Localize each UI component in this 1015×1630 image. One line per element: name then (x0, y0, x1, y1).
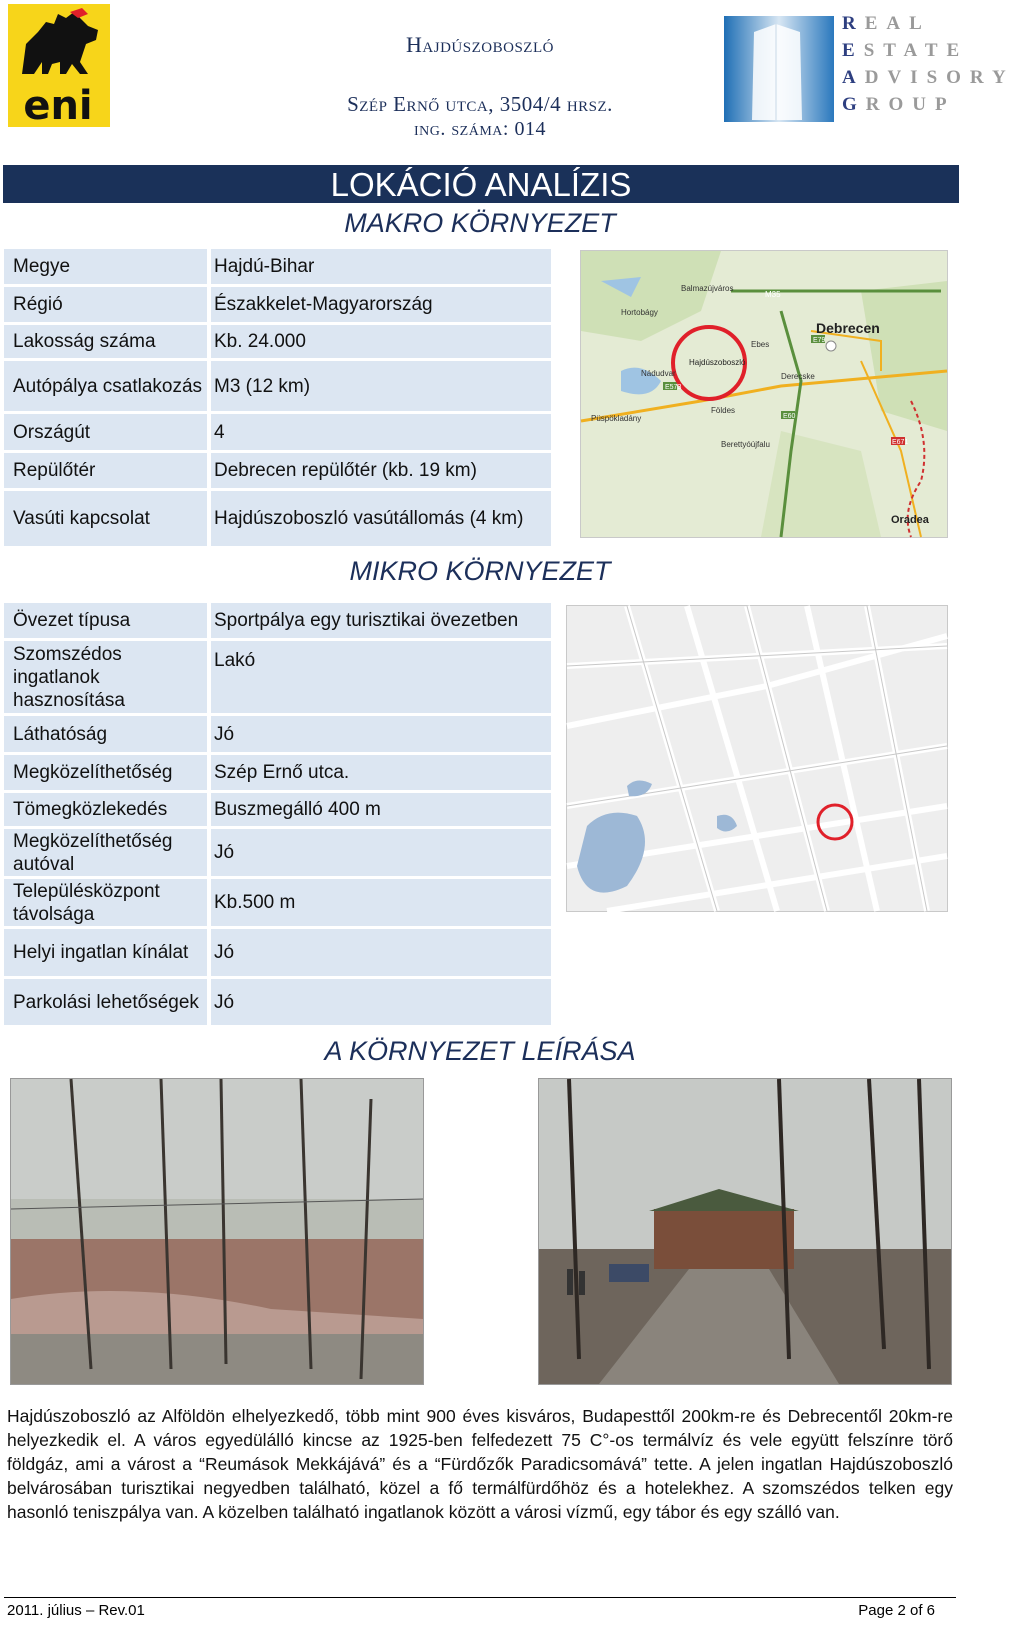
row-label: Övezet típusa (13, 610, 131, 631)
row-label: Országút (13, 421, 91, 443)
map-label-nadudvar: Nádudvar (641, 369, 676, 378)
map-label-oradea: Oradea (891, 514, 929, 526)
macro-row (4, 414, 551, 453)
map-label-e79: E79 (813, 337, 826, 344)
reag-building-icon (724, 10, 834, 122)
micro-row (4, 829, 551, 879)
map-label-hajduszoboszlo: Hajdúszoboszló (689, 358, 746, 367)
macro-title: MAKRO KÖRNYEZET (344, 208, 616, 238)
band-title: LOKÁCIÓ ANALÍZIS (330, 166, 632, 203)
micro-row (4, 929, 551, 979)
macro-row (4, 249, 551, 287)
macro-row (4, 491, 551, 549)
row-label: Tömegközlekedés (13, 799, 168, 820)
micro-row (4, 879, 551, 929)
row-value: Hajdú-Bihar (214, 256, 315, 277)
row-label: Parkolási lehetőségek (13, 991, 199, 1013)
macro-row (4, 361, 551, 414)
row-value: Jó (214, 991, 235, 1013)
reag-line-1: REAL (842, 13, 931, 34)
reag-line-3: ADVISORY (842, 67, 1015, 88)
row-value: Sportpálya egy turisztikai övezetben (214, 610, 519, 631)
row-value: Jó (214, 942, 235, 963)
row-value: Lakó (214, 650, 256, 671)
row-label: Vasúti kapcsolat (13, 508, 150, 529)
map-label-debrecen: Debrecen (816, 320, 880, 336)
macro-row (4, 287, 551, 325)
map-label-m35: M35 (765, 290, 781, 299)
row-value: Debrecen repülőtér (kb. 19 km) (214, 460, 477, 481)
micro-row (4, 603, 551, 641)
row-label: Autópálya csatlakozás (13, 375, 203, 397)
row-label: Településközpont távolsága (13, 880, 160, 925)
row-value: M3 (12 km) (214, 375, 311, 397)
header-address: Szép Ernő utca, 3504/4 hrsz. (347, 92, 613, 116)
eni-logo (8, 4, 110, 127)
macro-row (4, 453, 551, 491)
micro-title: MIKRO KÖRNYEZET (349, 556, 611, 586)
row-value: Kb. 24.000 (214, 331, 306, 352)
map-label-foldes: Földes (711, 406, 736, 415)
street-photo (538, 1078, 952, 1385)
footer-revision: 2011. július – Rev.01 (7, 1602, 145, 1619)
micro-row (4, 979, 551, 1028)
reag-line-2: ESTATE (842, 40, 969, 61)
row-label: Szomszédos ingatlanok hasznosítása (13, 643, 125, 711)
tennis-court-photo (10, 1078, 424, 1385)
row-label: Helyi ingatlan kínálat (13, 942, 189, 963)
map-label-ebes: Ebes (751, 340, 770, 349)
micro-map (566, 605, 948, 912)
macro-row (4, 325, 551, 361)
row-label: Repülőtér (13, 460, 96, 481)
eni-logo-text: eni (23, 83, 93, 129)
macro-map (580, 250, 948, 538)
row-value: 4 (214, 421, 225, 443)
footer-page-number: Page 2 of 6 (858, 1602, 935, 1619)
row-value: Buszmegálló 400 m (214, 799, 381, 820)
row-value: Szép Ernő utca. (214, 762, 350, 783)
row-label: Megközelíthetőség autóval (13, 830, 173, 875)
map-label-e573: E573 (665, 384, 682, 391)
map-label-e671: E671 (892, 439, 909, 446)
map-label-balmazujvaros: Balmazújváros (681, 284, 734, 293)
row-value: Jó (214, 723, 235, 745)
micro-row (4, 755, 551, 793)
map-label-e60: E60 (783, 413, 796, 420)
footer-divider (4, 1597, 956, 1598)
description-title: A KÖRNYEZET LEÍRÁSA (324, 1036, 636, 1066)
row-value: Jó (214, 842, 235, 863)
micro-row (4, 793, 551, 829)
micro-row (4, 716, 551, 755)
row-value: Kb.500 m (214, 892, 296, 913)
description-paragraph: Hajdúszoboszló az Alföldön elhelyezkedő, több mint 900 éves kisváros, Budapesttől 200km-re és Debrecentől 20km-re helyezkedik el. A város egyedülálló kincse az 1925-ben felfedezett 75 C°-os termálvíz és vele együtt felszínre törő földgáz, ami a várost a “Reumások Mekkájává” és a “Fürdőzők Paradicsomává” tette. A jelen ingatlan Hajdúszoboszló belvárosában turisztikai negyedben található, közel a fő termálfürdőhöz és a hotelekhez. A szomszédos telken egy hasonló teniszpálya van. A közelben található ingatlanok között a városi vízmű, egy tábor és egy szálló van. (7, 1406, 953, 1522)
map-label-derecske: Derecske (781, 372, 815, 381)
header-property-id: ing. száma: 014 (414, 118, 546, 140)
row-label: Láthatóság (13, 723, 108, 745)
header-city: Hajdúszoboszló (406, 32, 554, 57)
reag-logo (724, 10, 1015, 122)
row-label: Megye (13, 256, 71, 277)
map-label-puspokladany: Püspökladány (591, 414, 642, 423)
row-label: Megközelíthetőség (13, 762, 173, 783)
row-label: Lakosság száma (13, 331, 156, 352)
row-value: Hajdúszoboszló vasútállomás (4 km) (214, 508, 524, 529)
row-label: Régió (13, 294, 63, 315)
map-label-hortobagy: Hortobágy (621, 308, 658, 317)
reag-line-4: GROUP (842, 94, 956, 115)
micro-row (4, 641, 551, 716)
map-label-berettyoujfalu: Berettyóújfalu (721, 440, 770, 449)
row-value: Északkelet-Magyarország (214, 294, 433, 315)
